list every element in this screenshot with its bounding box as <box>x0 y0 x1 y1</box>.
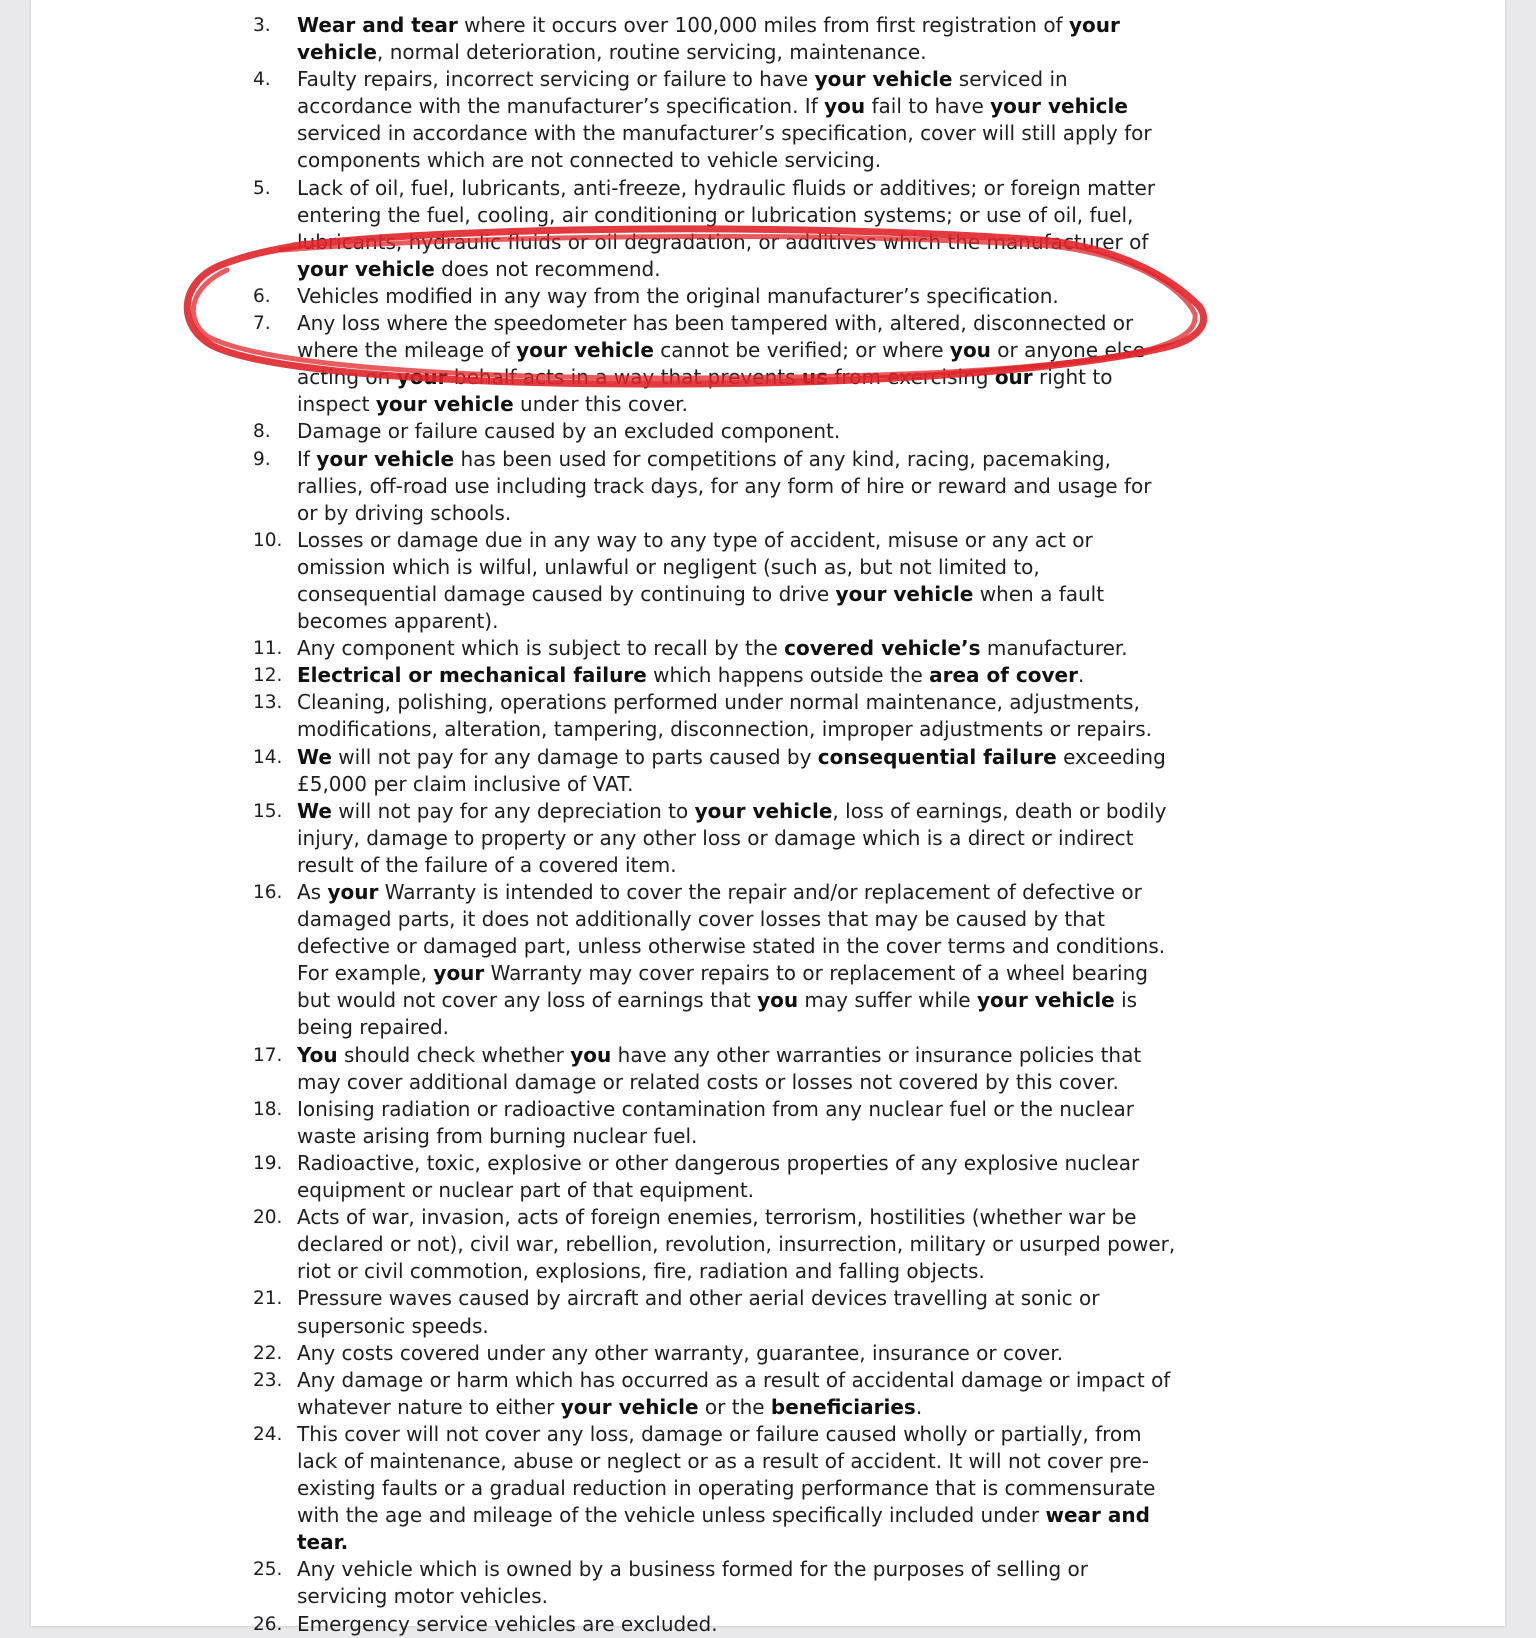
defined-term: your <box>433 961 485 986</box>
text-run: serviced in accordance with the manufacturer’s specification. If <box>297 67 1068 119</box>
text-run: cannot be verified; or where <box>653 338 950 363</box>
text-run: under this cover. <box>513 392 688 417</box>
item-text <box>297 1612 718 1636</box>
defined-term: We <box>297 798 332 823</box>
item-text <box>297 1557 1088 1608</box>
list-item <box>31 1556 1177 1610</box>
text-run: will not pay for any depreciation to <box>331 798 695 823</box>
text-run: should check whether <box>337 1042 571 1067</box>
list-item <box>31 635 1177 662</box>
text-run: Emergency service vehicles are excluded. <box>297 1611 718 1636</box>
text-run: which happens outside the <box>646 663 930 688</box>
item-number: 18. <box>253 1098 283 1120</box>
item-text <box>297 1043 1141 1094</box>
text-run: Warranty is intended to cover the repair and/or replacement of defective or damaged parts, it does not additionally cover losses that may be caused by that defective or damaged part, unless otherwise stated in the cover terms and conditions. For example, <box>297 880 1166 986</box>
item-text <box>297 1341 1063 1365</box>
text-run: Losses or damage due in any way to any type of accident, misuse or any act or omission which is wilful, unlawful or negligent (such as, but not limited to, consequential damage caused by continuing to drive <box>297 527 1093 606</box>
defined-term: your vehicle <box>560 1394 699 1419</box>
list-item <box>31 175 1177 283</box>
list-item <box>31 1367 1177 1421</box>
list-item <box>31 689 1177 743</box>
list-item <box>31 1204 1177 1285</box>
item-text <box>297 663 1084 687</box>
text-run: Warranty may cover repairs to or replacement of a wheel bearing but would not cover any loss of earnings that <box>297 961 1148 1013</box>
item-number: 10. <box>253 529 283 551</box>
item-text <box>297 284 1059 308</box>
list-item <box>31 744 1177 798</box>
item-number: 16. <box>253 882 283 903</box>
text-run: from exercising <box>828 365 995 390</box>
text-run: right to inspect <box>297 365 1113 417</box>
text-run: Ionising radiation or radioactive contamination from any nuclear fuel or the nuclear waste arising from burning nuclear fuel. <box>297 1096 1134 1148</box>
item-number: 5. <box>253 177 271 199</box>
defined-term: us <box>801 365 829 390</box>
text-run: when a fault becomes apparent). <box>297 581 1105 634</box>
text-run: Any vehicle which is owned by a business formed for the purposes of selling or servicing motor vehicles. <box>297 1557 1089 1609</box>
defined-term: your vehicle <box>316 446 455 471</box>
text-run: Acts of war, invasion, acts of foreign enemies, terrorism, hostilities (whether war be declared or not), civil war, rebellion, revolution, insurrection, military or usurped power, riot or civil commotion, explosions, fire, radiation and falling objects. <box>297 1205 1176 1284</box>
list-item <box>31 310 1177 418</box>
list-item <box>31 446 1177 527</box>
text-run: Faulty repairs, incorrect servicing or failure to have <box>297 67 815 92</box>
item-number: 23. <box>253 1369 283 1391</box>
item-text <box>297 745 1166 796</box>
item-number: 8. <box>253 421 271 443</box>
text-run: behalf acts in a way that prevents <box>447 365 802 390</box>
text-run: . <box>915 1394 923 1419</box>
item-text <box>297 1097 1134 1148</box>
item-text <box>297 447 1151 525</box>
item-number: 25. <box>253 1559 283 1581</box>
list-item <box>31 527 1177 635</box>
item-number: 19. <box>253 1152 283 1174</box>
item-text <box>297 419 840 443</box>
item-number: 7. <box>253 313 271 335</box>
defined-term: your vehicle <box>297 256 435 281</box>
text-run: has been used for competitions of any kind, racing, pacemaking, rallies, off-road use including track days, for any form of hire or reward and usage for or by driving schools. <box>297 446 1152 525</box>
list-item <box>31 12 1177 66</box>
defined-term: your <box>396 365 448 390</box>
text-run: fail to have <box>865 94 991 119</box>
text-run: This cover will not cover any loss, damage or failure caused wholly or partially, from lack of maintenance, abuse or neglect or as a result of accident. It will not cover pre-existing faults or a gradual reduction in operating performance that is commensurate with the age and mileage of the vehicle unless specifically included under <box>297 1421 1156 1528</box>
text-run: . <box>1077 663 1085 688</box>
item-text <box>297 880 1165 1039</box>
defined-term: covered vehicle’s <box>784 636 981 661</box>
defined-term: Wear and tear <box>297 13 458 37</box>
defined-term: your <box>327 880 379 904</box>
list-item <box>31 283 1177 310</box>
item-number: 22. <box>253 1342 283 1364</box>
item-text <box>297 636 1128 660</box>
text-run: exceeding £5,000 per claim inclusive of VAT. <box>297 744 1166 796</box>
text-run: Vehicles modified in any way from the original manufacturer’s specification. <box>297 283 1059 308</box>
text-run: Lack of oil, fuel, lubricants, anti-freeze, hydraulic fluids or additives; or foreign matter entering the fuel, cooling, air conditioning or lubrication systems; or use of oil, fuel, lubricants, hydraulic fluids or oil degradation, or additives which the manufacturer of <box>297 175 1156 254</box>
defined-term: your vehicle <box>375 392 514 417</box>
text-run: or the <box>698 1394 771 1419</box>
defined-term: our <box>994 365 1033 390</box>
defined-term: your vehicle <box>297 13 1120 65</box>
text-run: Cleaning, polishing, operations performed under normal maintenance, adjustments, modifications, alteration, tampering, disconnection, improper adjustments or repairs. <box>297 690 1153 742</box>
defined-term: your vehicle <box>516 338 654 363</box>
item-number: 6. <box>253 285 271 307</box>
text-run: may suffer while <box>798 988 977 1013</box>
list-item <box>31 1285 1177 1339</box>
defined-term: your vehicle <box>990 94 1128 119</box>
text-run: , normal deterioration, routine servicing, maintenance. <box>376 40 927 65</box>
list-item <box>31 1611 1177 1638</box>
text-run: Any loss where the speedometer has been tampered with, altered, disconnected or where the mileage of <box>297 311 1134 363</box>
text-run: Pressure waves caused by aircraft and other aerial devices travelling at sonic or supersonic speeds. <box>297 1286 1100 1338</box>
item-number: 13. <box>253 692 283 714</box>
defined-term: beneficiaries <box>770 1394 916 1419</box>
defined-term: you <box>949 338 991 363</box>
item-number: 9. <box>253 448 271 470</box>
item-text <box>297 1286 1099 1337</box>
document-page <box>31 0 1505 1636</box>
defined-term: area of cover <box>929 663 1078 688</box>
exclusions-list <box>31 12 1505 1638</box>
list-item <box>31 662 1177 689</box>
text-run: Radioactive, toxic, explosive or other dangerous properties of any explosive nuclear equipment or nuclear part of that equipment. <box>297 1150 1140 1203</box>
list-item <box>31 1340 1177 1367</box>
text-run: manufacturer. <box>980 636 1128 661</box>
text-run: Any damage or harm which has occurred as a result of accidental damage or impact of whatever nature to either <box>297 1367 1171 1419</box>
item-number: 20. <box>253 1207 283 1229</box>
item-text <box>297 1151 1139 1202</box>
text-run: have any other warranties or insurance policies that may cover additional damage or related costs or losses not covered by this cover. <box>297 1042 1142 1094</box>
item-number: 21. <box>253 1288 283 1310</box>
item-number: 12. <box>253 665 283 687</box>
list-item <box>31 1421 1177 1556</box>
item-text <box>297 67 1152 172</box>
list-item <box>31 1150 1177 1204</box>
list-item <box>31 418 1177 445</box>
text-run: , loss of earnings, death or bodily injury, damage to property or any other loss or damage which is a direct or indirect result of the failure of a covered item. <box>297 798 1167 877</box>
text-run: is being repaired. <box>297 988 1138 1040</box>
defined-term: We <box>297 744 332 769</box>
list-item <box>31 798 1177 879</box>
defined-term: your vehicle <box>694 798 833 823</box>
defined-term: wear and tear. <box>297 1503 1150 1555</box>
defined-term: You <box>297 1042 338 1067</box>
text-run: where it occurs over 100,000 miles from first registration of <box>457 13 1069 37</box>
text-run: As <box>297 880 328 904</box>
item-number: 3. <box>253 15 271 36</box>
list-item <box>31 1042 1177 1096</box>
item-text <box>297 1368 1170 1419</box>
item-text <box>297 690 1152 741</box>
defined-term: your vehicle <box>835 581 974 606</box>
text-run: will not pay for any damage to parts caused by <box>331 744 818 769</box>
list-item <box>31 879 1177 1042</box>
item-number: 4. <box>253 69 271 91</box>
defined-term: consequential failure <box>817 744 1057 769</box>
item-text <box>297 176 1155 281</box>
defined-term: you <box>570 1042 612 1067</box>
item-number: 24. <box>253 1423 283 1445</box>
item-number: 17. <box>253 1044 283 1066</box>
item-text <box>297 1422 1155 1554</box>
text-run: Any costs covered under any other warranty, guarantee, insurance or cover. <box>297 1340 1064 1365</box>
item-text <box>297 1205 1175 1283</box>
item-number: 26. <box>253 1613 283 1635</box>
text-run: does not recommend. <box>434 256 661 281</box>
text-run: Damage or failure caused by an excluded component. <box>297 419 841 444</box>
defined-term: your vehicle <box>814 67 953 92</box>
text-run: serviced in accordance with the manufacturer’s specification, cover will still apply for components which are not connected to vehicle servicing. <box>297 121 1152 173</box>
text-run: or anyone else acting on <box>297 338 1146 390</box>
item-text <box>297 799 1166 877</box>
item-number: 15. <box>253 800 283 822</box>
text-run: If <box>297 446 317 471</box>
text-run: Any component which is subject to recall by the <box>297 636 785 661</box>
item-text <box>297 311 1145 416</box>
list-item <box>31 66 1177 174</box>
item-number: 11. <box>253 638 283 660</box>
defined-term: your vehicle <box>976 988 1115 1013</box>
defined-term: you <box>757 988 799 1013</box>
item-text <box>297 528 1104 633</box>
item-number: 14. <box>253 746 283 768</box>
defined-term: you <box>824 94 866 119</box>
list-item <box>31 1096 1177 1150</box>
defined-term: Electrical or mechanical failure <box>297 663 647 688</box>
item-text <box>297 13 1120 64</box>
